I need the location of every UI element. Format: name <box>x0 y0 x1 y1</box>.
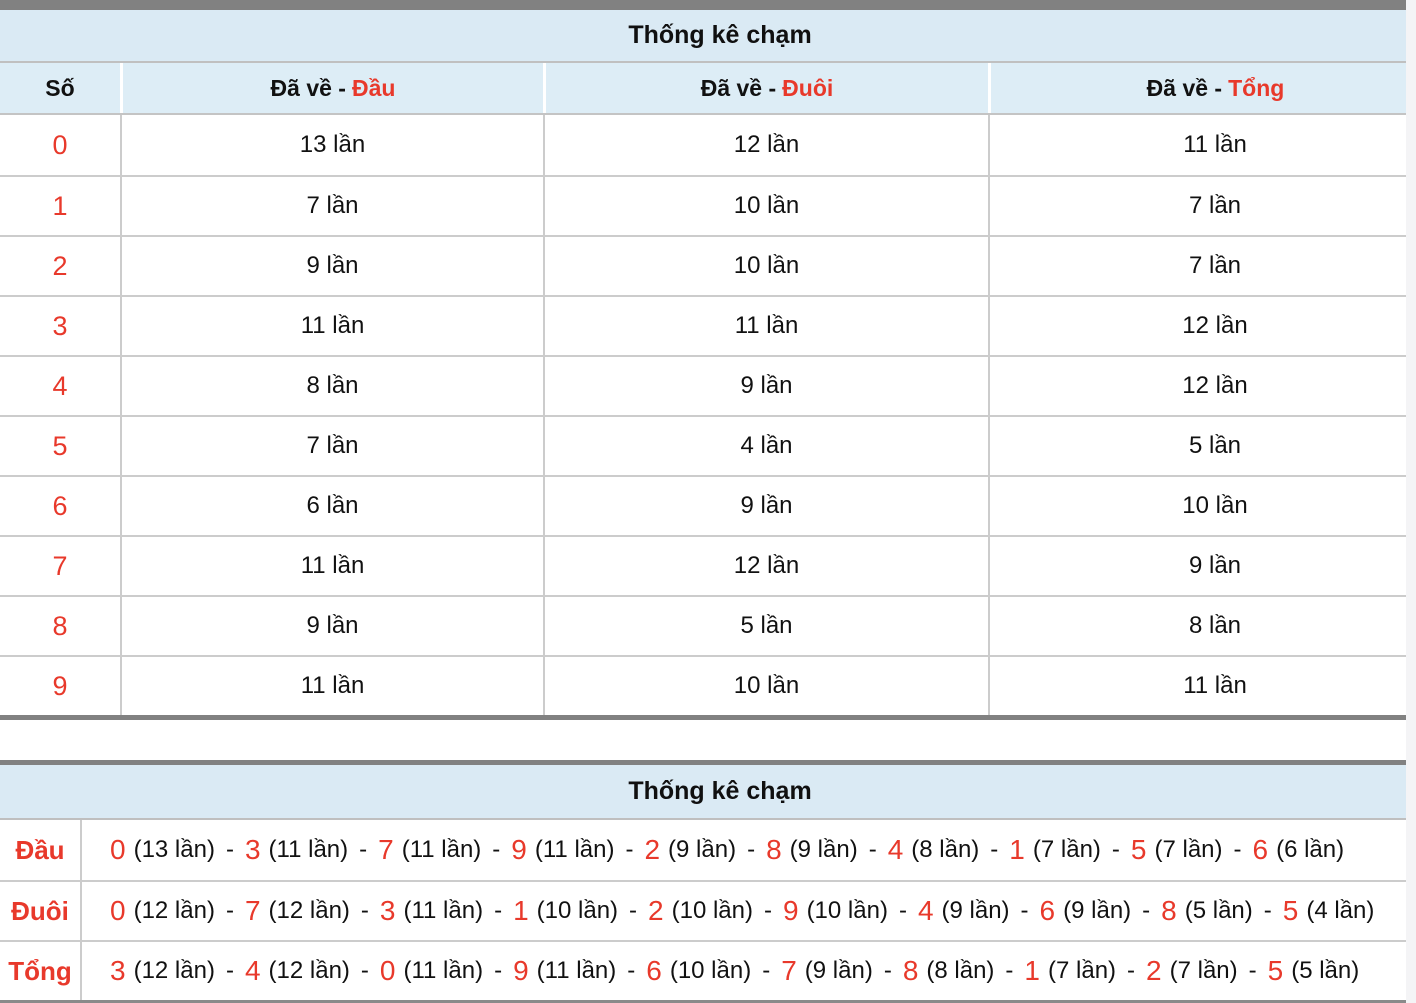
column-header-so: Số <box>45 74 75 101</box>
digit-value: 1 <box>1009 834 1025 865</box>
summary-table-body <box>0 820 1406 1000</box>
scrollbar-gutter <box>1406 0 1416 1003</box>
digit-value: 2 <box>648 895 664 926</box>
separator: - <box>360 897 369 924</box>
separator: - <box>1020 897 1029 924</box>
summary-table-title: Thống kê chạm <box>0 765 1406 820</box>
duoi-count-cell: 11 lần <box>543 297 988 355</box>
digit-value: 0 <box>110 834 126 865</box>
digit-cell: 1 <box>52 190 68 221</box>
summary-row-label: Tổng <box>8 955 72 986</box>
table-row <box>0 535 1406 595</box>
digit-value: 8 <box>1161 895 1177 926</box>
dau-count-cell: 11 lần <box>120 297 543 355</box>
separator: - <box>747 836 756 863</box>
count-value: (10 lần) <box>806 897 888 924</box>
dau-count-cell: 11 lần <box>120 537 543 595</box>
duoi-count-cell: 10 lần <box>543 237 988 295</box>
column-header-tong <box>988 63 1406 113</box>
count-value: (5 lần) <box>1291 957 1360 984</box>
count-value: (12 lần) <box>268 957 350 984</box>
digit-value: 8 <box>902 955 919 986</box>
stats-table-header-row <box>0 61 1406 115</box>
separator: - <box>494 957 503 984</box>
digit-cell: 8 <box>52 610 68 641</box>
digit-value: 8 <box>766 834 782 865</box>
separator: - <box>990 836 999 863</box>
duoi-count-cell: 5 lần <box>543 597 988 655</box>
count-value: (11 lần) <box>401 836 482 863</box>
tong-count-cell: 12 lần <box>988 357 1406 415</box>
separator: - <box>868 836 877 863</box>
count-value: (10 lần) <box>671 897 753 924</box>
summary-table <box>0 760 1406 1003</box>
separator: - <box>494 897 503 924</box>
count-value: (7 lần) <box>1048 957 1117 984</box>
table-row <box>0 235 1406 295</box>
summary-row <box>0 940 1406 1000</box>
count-value: (9 lần) <box>941 897 1010 924</box>
stats-table-title: Thống kê chạm <box>0 10 1406 61</box>
separator: - <box>492 836 501 863</box>
table-row <box>0 595 1406 655</box>
table-row <box>0 655 1406 715</box>
separator: - <box>625 836 634 863</box>
dau-count-cell: 7 lần <box>120 417 543 475</box>
count-value: (12 lần) <box>268 897 350 924</box>
digit-value: 4 <box>887 834 904 865</box>
digit-cell: 9 <box>52 670 68 701</box>
count-value: (11 lần) <box>403 957 484 984</box>
separator: - <box>360 957 369 984</box>
separator: - <box>627 957 636 984</box>
tong-count-cell: 11 lần <box>988 115 1406 175</box>
table-row <box>0 175 1406 235</box>
separator: - <box>898 897 907 924</box>
summary-row-label: Đuôi <box>11 895 69 926</box>
duoi-count-cell: 9 lần <box>543 477 988 535</box>
digit-value: 9 <box>511 834 527 865</box>
separator: - <box>763 897 772 924</box>
digit-cell: 2 <box>52 250 68 281</box>
tong-count-cell: 12 lần <box>988 297 1406 355</box>
stats-table-body <box>0 115 1406 715</box>
count-value: (7 lần) <box>1154 836 1223 863</box>
digit-value: 5 <box>1130 834 1147 865</box>
digit-value: 6 <box>1039 895 1056 926</box>
digit-value: 6 <box>1252 834 1269 865</box>
separator: - <box>1005 957 1014 984</box>
count-value: (9 lần) <box>668 836 737 863</box>
table-top-border <box>0 0 1406 10</box>
dau-count-cell: 6 lần <box>120 477 543 535</box>
digit-value: 5 <box>1267 955 1284 986</box>
digit-value: 0 <box>110 895 126 926</box>
tong-count-cell: 5 lần <box>988 417 1406 475</box>
digit-cell: 0 <box>52 129 68 160</box>
digit-value: 7 <box>244 895 261 926</box>
count-value: (11 lần) <box>268 836 349 863</box>
summary-row-label: Đầu <box>15 834 65 865</box>
table-row <box>0 295 1406 355</box>
count-value: (9 lần) <box>804 957 873 984</box>
digit-cell: 6 <box>52 490 68 521</box>
digit-value: 1 <box>1024 955 1040 986</box>
tong-count-cell: 9 lần <box>988 537 1406 595</box>
digit-cell: 3 <box>52 310 68 341</box>
separator: - <box>225 836 234 863</box>
summary-row <box>0 820 1406 880</box>
dau-count-cell: 8 lần <box>120 357 543 415</box>
digit-value: 5 <box>1282 895 1299 926</box>
count-value: (12 lần) <box>133 957 215 984</box>
duoi-count-cell: 4 lần <box>543 417 988 475</box>
dau-count-cell: 9 lần <box>120 237 543 295</box>
separator: - <box>359 836 368 863</box>
digit-value: 2 <box>644 834 661 865</box>
count-value: (5 lần) <box>1184 897 1253 924</box>
separator: - <box>1248 957 1257 984</box>
separator: - <box>629 897 638 924</box>
digit-value: 4 <box>244 955 261 986</box>
duoi-count-cell: 12 lần <box>543 115 988 175</box>
count-value: (7 lần) <box>1169 957 1238 984</box>
separator: - <box>1263 897 1272 924</box>
count-value: (11 lần) <box>536 957 617 984</box>
count-value: (10 lần) <box>669 957 752 984</box>
column-header-dau-label: Đầu <box>351 74 396 101</box>
column-header-prefix: Đã về - <box>1146 74 1223 101</box>
column-header-tong-label: Tổng <box>1228 74 1285 101</box>
count-value: (9 lần) <box>789 836 858 863</box>
digit-value: 0 <box>379 955 396 986</box>
separator: - <box>762 957 771 984</box>
dau-count-cell: 11 lần <box>120 657 543 715</box>
count-value: (11 lần) <box>403 897 484 924</box>
tables-gap <box>0 720 1406 760</box>
count-value: (9 lần) <box>1063 897 1132 924</box>
table-row <box>0 415 1406 475</box>
separator: - <box>225 897 234 924</box>
digit-value: 3 <box>110 955 126 986</box>
summary-row <box>0 880 1406 940</box>
separator: - <box>883 957 892 984</box>
count-value: (11 lần) <box>534 836 615 863</box>
column-header-duoi-label: Đuôi <box>782 74 834 101</box>
tong-count-cell: 11 lần <box>988 657 1406 715</box>
separator: - <box>225 957 234 984</box>
summary-row-values <box>80 882 1406 940</box>
digit-value: 2 <box>1146 955 1162 986</box>
tong-count-cell: 7 lần <box>988 177 1406 235</box>
column-header-duoi <box>543 63 988 113</box>
column-header-prefix: Đã về - <box>700 74 777 101</box>
digit-value: 1 <box>513 895 529 926</box>
tong-count-cell: 8 lần <box>988 597 1406 655</box>
count-value: (12 lần) <box>133 897 215 924</box>
table-row <box>0 355 1406 415</box>
digit-value: 3 <box>244 834 261 865</box>
count-value: (4 lần) <box>1306 897 1375 924</box>
count-value: (8 lần) <box>911 836 980 863</box>
count-value: (6 lần) <box>1276 836 1345 863</box>
digit-cell: 4 <box>52 370 68 401</box>
summary-row-values <box>80 820 1406 880</box>
digit-value: 6 <box>646 955 662 986</box>
count-value: (7 lần) <box>1032 836 1101 863</box>
column-header-dau <box>120 63 543 113</box>
separator: - <box>1111 836 1120 863</box>
count-value: (13 lần) <box>133 836 215 863</box>
digit-cell: 7 <box>52 550 68 581</box>
column-header-prefix: Đã về - <box>270 74 346 101</box>
dau-count-cell: 7 lần <box>120 177 543 235</box>
digit-value: 9 <box>782 895 799 926</box>
digit-value: 7 <box>378 834 394 865</box>
table-row <box>0 475 1406 535</box>
separator: - <box>1233 836 1242 863</box>
tong-count-cell: 7 lần <box>988 237 1406 295</box>
digit-value: 7 <box>781 955 797 986</box>
count-value: (10 lần) <box>536 897 619 924</box>
digit-value: 3 <box>379 895 396 926</box>
summary-row-values <box>80 942 1406 1000</box>
table-row <box>0 115 1406 175</box>
duoi-count-cell: 10 lần <box>543 177 988 235</box>
duoi-count-cell: 12 lần <box>543 537 988 595</box>
duoi-count-cell: 9 lần <box>543 357 988 415</box>
digit-cell: 5 <box>52 430 68 461</box>
digit-value: 9 <box>513 955 529 986</box>
digit-value: 4 <box>917 895 934 926</box>
dau-count-cell: 13 lần <box>120 115 543 175</box>
tong-count-cell: 10 lần <box>988 477 1406 535</box>
count-value: (8 lần) <box>926 957 995 984</box>
duoi-count-cell: 10 lần <box>543 657 988 715</box>
separator: - <box>1127 957 1136 984</box>
dau-count-cell: 9 lần <box>120 597 543 655</box>
separator: - <box>1142 897 1151 924</box>
